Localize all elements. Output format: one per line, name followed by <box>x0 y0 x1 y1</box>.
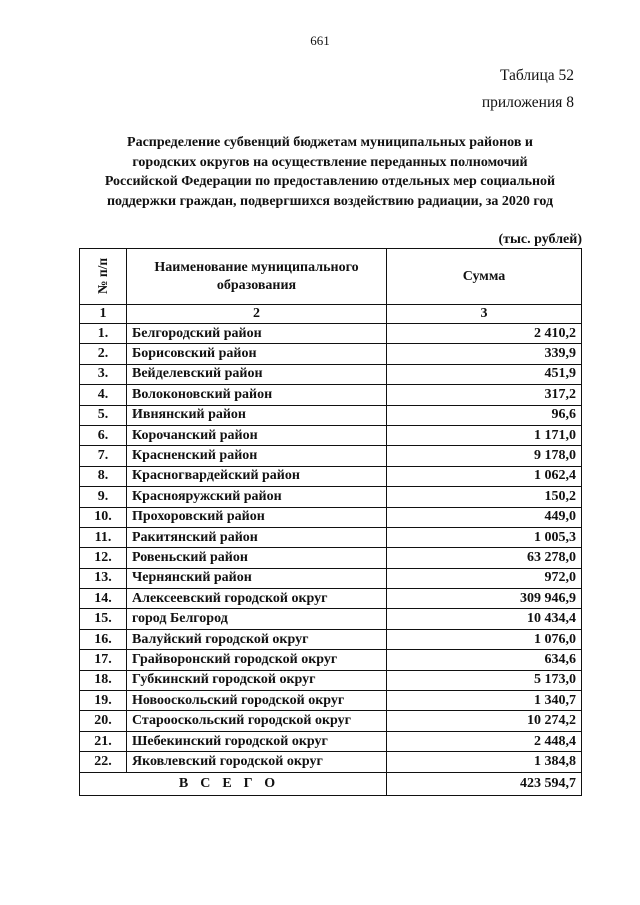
row-number: 13. <box>80 568 127 588</box>
title-line: городских округов на осуществление переданных полномочий <box>132 154 528 170</box>
subsidy-amount: 10 434,4 <box>387 609 582 629</box>
municipality-name: Ивнянский район <box>127 405 387 425</box>
municipality-name: Ракитянский район <box>127 527 387 547</box>
municipality-name: Валуйский городской округ <box>127 629 387 649</box>
column-index: 2 <box>127 305 387 324</box>
table-row <box>80 507 582 527</box>
subsidy-table <box>79 248 582 796</box>
municipality-name: Ровеньский район <box>127 548 387 568</box>
document-title <box>80 133 580 211</box>
table-row <box>80 466 582 486</box>
column-header-name-line: образования <box>216 277 297 293</box>
row-number: 14. <box>80 589 127 609</box>
table-row <box>80 670 582 690</box>
subsidy-amount: 9 178,0 <box>387 446 582 466</box>
municipality-name: Губкинский городской округ <box>127 670 387 690</box>
municipality-name: Грайворонский городской округ <box>127 650 387 670</box>
column-header-name-line: Наименование муниципального <box>154 259 359 275</box>
row-number: 3. <box>80 364 127 384</box>
municipality-name: Корочанский район <box>127 425 387 445</box>
table-row <box>80 589 582 609</box>
page-number: 661 <box>310 33 330 48</box>
municipality-name: Красненский район <box>127 446 387 466</box>
subsidy-amount: 1 005,3 <box>387 527 582 547</box>
row-number: 8. <box>80 466 127 486</box>
subsidy-amount: 972,0 <box>387 568 582 588</box>
municipality-name: город Белгород <box>127 609 387 629</box>
row-number: 7. <box>80 446 127 466</box>
table-row <box>80 364 582 384</box>
table-row <box>80 629 582 649</box>
subsidy-amount: 1 076,0 <box>387 629 582 649</box>
row-number: 1. <box>80 324 127 344</box>
table-row <box>80 324 582 344</box>
municipality-name: Волоконовский район <box>127 385 387 405</box>
table-row <box>80 487 582 507</box>
municipality-name: Шебекинский городской округ <box>127 731 387 751</box>
row-number: 18. <box>80 670 127 690</box>
table-row <box>80 731 582 751</box>
subsidy-amount: 309 946,9 <box>387 589 582 609</box>
table-row <box>80 711 582 731</box>
municipality-name: Алексеевский городской округ <box>127 589 387 609</box>
municipality-name: Яковлевский городской округ <box>127 752 387 772</box>
row-number: 11. <box>80 527 127 547</box>
table-row <box>80 609 582 629</box>
column-header-number <box>80 249 127 305</box>
row-number: 5. <box>80 405 127 425</box>
subsidy-amount: 449,0 <box>387 507 582 527</box>
row-number: 16. <box>80 629 127 649</box>
table-row <box>80 385 582 405</box>
subsidy-amount: 451,9 <box>387 364 582 384</box>
row-number: 22. <box>80 752 127 772</box>
title-line: поддержки граждан, подвергшихся воздействию радиации, за 2020 год <box>106 193 554 209</box>
municipality-name: Борисовский район <box>127 344 387 364</box>
units-label: (тыс. рублей) <box>498 232 582 247</box>
row-number: 10. <box>80 507 127 527</box>
subsidy-amount: 150,2 <box>387 487 582 507</box>
table-label: Таблица 52 <box>499 67 574 84</box>
municipality-name: Краснояружский район <box>127 487 387 507</box>
subsidy-amount: 2 410,2 <box>387 324 582 344</box>
table-reference <box>482 62 574 116</box>
municipality-name: Красногвардейский район <box>127 466 387 486</box>
subsidy-amount: 1 062,4 <box>387 466 582 486</box>
column-header-number-label: № п/п <box>95 257 111 295</box>
subsidy-amount: 339,9 <box>387 344 582 364</box>
table-row <box>80 527 582 547</box>
table-row <box>80 344 582 364</box>
header-row <box>80 249 582 305</box>
table-row <box>80 405 582 425</box>
subsidy-amount: 2 448,4 <box>387 731 582 751</box>
municipality-name: Прохоровский район <box>127 507 387 527</box>
table-row <box>80 548 582 568</box>
total-row <box>80 772 582 795</box>
subsidy-amount: 317,2 <box>387 385 582 405</box>
table-row <box>80 691 582 711</box>
row-number: 15. <box>80 609 127 629</box>
row-number: 20. <box>80 711 127 731</box>
subsidy-amount: 63 278,0 <box>387 548 582 568</box>
total-label: ВСЕГО <box>80 772 387 795</box>
total-amount: 423 594,7 <box>387 772 582 795</box>
row-number: 9. <box>80 487 127 507</box>
row-number: 4. <box>80 385 127 405</box>
title-line: Распределение субвенций бюджетам муниципальных районов и <box>127 135 533 150</box>
municipality-name: Новооскольский городской округ <box>127 691 387 711</box>
table-row <box>80 568 582 588</box>
table-row <box>80 650 582 670</box>
row-number: 6. <box>80 425 127 445</box>
column-index-row <box>80 305 582 324</box>
subsidy-amount: 5 173,0 <box>387 670 582 690</box>
column-header-sum: Сумма <box>387 249 582 305</box>
row-number: 2. <box>80 344 127 364</box>
municipality-name: Чернянский район <box>127 568 387 588</box>
subsidy-amount: 1 384,8 <box>387 752 582 772</box>
municipality-name: Вейделевский район <box>127 364 387 384</box>
column-index: 1 <box>80 305 127 324</box>
municipality-name: Старооскольский городской округ <box>127 711 387 731</box>
row-number: 17. <box>80 650 127 670</box>
subsidy-amount: 634,6 <box>387 650 582 670</box>
subsidy-amount: 10 274,2 <box>387 711 582 731</box>
subsidy-amount: 96,6 <box>387 405 582 425</box>
table-row <box>80 425 582 445</box>
row-number: 12. <box>80 548 127 568</box>
appendix-label: приложения 8 <box>481 94 574 111</box>
title-line: Российской Федерации по предоставлению отдельных мер социальной <box>104 174 556 189</box>
subsidy-amount: 1 340,7 <box>387 691 582 711</box>
municipality-name: Белгородский район <box>127 324 387 344</box>
column-header-name <box>127 249 387 305</box>
table-row <box>80 752 582 772</box>
table-row <box>80 446 582 466</box>
subsidy-amount: 1 171,0 <box>387 425 582 445</box>
row-number: 21. <box>80 731 127 751</box>
row-number: 19. <box>80 691 127 711</box>
column-index: 3 <box>387 305 582 324</box>
